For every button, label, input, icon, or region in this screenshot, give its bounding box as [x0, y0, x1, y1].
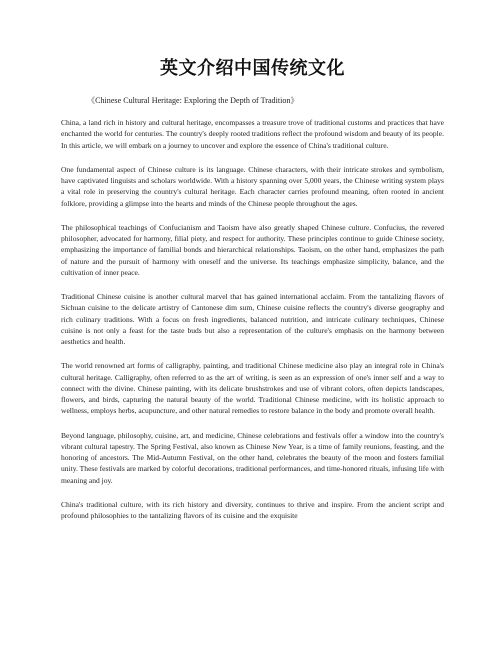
- document-title: 英文介绍中国传统文化: [160, 58, 345, 79]
- paragraph-philosophy: The philosophical teachings of Confucianism and Taoism have also greatly shaped Chinese culture. Confucius, the revered philosopher, advocated for harmony, filial piety, and respect for authority. These principles continue to guide Chinese society, emphasizing the importance of familial bonds and hierarchical relationships. Taoism, on the other hand, emphasizes the path of nature and the pursuit of harmony with oneself and the universe. Its teachings emphasize simplicity, balance, and the cultivation of inner peace.: [61, 222, 444, 277]
- paragraph-language: One fundamental aspect of Chinese culture is its language. Chinese characters, with their intricate strokes and symbolism, have captivated linguists and scholars worldwide. With a history spanning over 5,000 years, the Chinese writing system plays a vital role in preserving the country's cultural heritage. Each character carries profound meaning, often rooted in ancient folklore, providing a glimpse into the hearts and minds of the Chinese people throughout the ages.: [61, 164, 444, 208]
- paragraph-intro: China, a land rich in history and cultural heritage, encompasses a treasure trove of traditional customs and practices that have enchanted the world for centuries. The country's deeply rooted traditions reflect the profound wisdom and beauty of its people. In this article, we will embark on a journey to uncover and explore the essence of China's traditional culture.: [61, 118, 444, 150]
- document-subtitle: 《Chinese Cultural Heritage: Exploring the Depth of Tradition》: [87, 96, 299, 105]
- paragraph-arts-medicine: The world renowned art forms of calligraphy, painting, and traditional Chinese medicine also play an integral role in China's cultural heritage. Calligraphy, often referred to as the art of writing, is seen as an expression of one's inner self and a way to connect with the divine. Chinese painting, with its delicate brushstrokes and use of vibrant colors, often depicts landscapes, flowers, and birds, capturing the natural beauty of the world. Traditional Chinese medicine, with its holistic approach to wellness, employs herbs, acupuncture, and other natural remedies to restore balance in the body and promote overall health.: [61, 361, 444, 416]
- paragraph-cuisine: Traditional Chinese cuisine is another cultural marvel that has gained international acclaim. From the tantalizing flavors of Sichuan cuisine to the delicate artistry of Cantonese dim sum, Chinese cuisine reflects the country's diverse geography and rich culinary traditions. With a focus on fresh ingredients, balanced nutrition, and intricate culinary techniques, Chinese cuisine is not only a feast for the taste buds but also a representation of the culture's emphasis on the harmony between aesthetics and health.: [61, 291, 444, 347]
- paragraph-conclusion: China's traditional culture, with its rich history and diversity, continues to thrive and inspire. From the ancient script and profound philosophies to the tantalizing flavors of its cuisine and the exquisite: [61, 499, 444, 521]
- paragraph-festivals: Beyond language, philosophy, cuisine, art, and medicine, Chinese celebrations and festivals offer a window into the country's vibrant cultural tapestry. The Spring Festival, also known as Chinese New Year, is a time of family reunions, feasting, and the honoring of ancestors. The Mid-Autumn Festival, on the other hand, celebrates the beauty of the moon and fosters familial unity. These festivals are marked by colorful decorations, traditional performances, and time-honored rituals, infusing life with meaning and joy.: [61, 430, 444, 485]
